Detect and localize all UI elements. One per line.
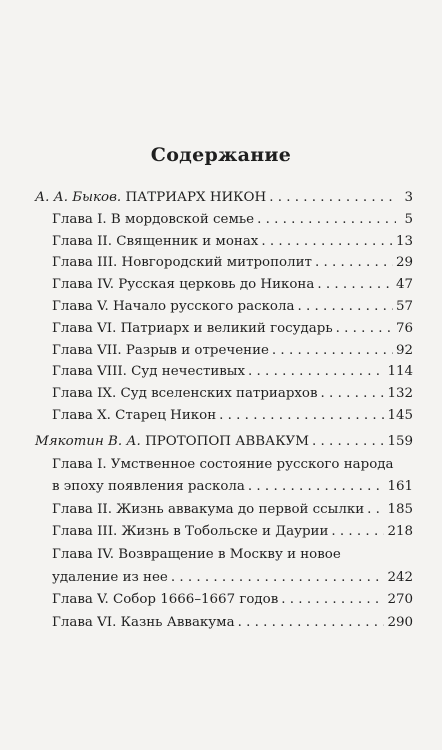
toc-entry (35, 499, 413, 522)
leader-dots (321, 383, 385, 405)
toc-entry (35, 340, 413, 362)
chapter-title: Глава VI. Казнь Аввакума (52, 614, 235, 630)
toc-entry (35, 567, 413, 590)
toc-heading: ПАТРИАРХ НИКОН (125, 190, 267, 205)
chapter-title: Глава VII. Разрыв и отречение (52, 342, 269, 358)
toc-entry (35, 476, 413, 499)
leader-dots (248, 476, 385, 499)
leader-dots (248, 361, 384, 383)
chapter-title: Глава V. Собор 1666–1667 годов (52, 592, 279, 608)
page-number: 242 (387, 569, 413, 585)
leader-dots (269, 187, 396, 209)
toc-entry (35, 612, 413, 635)
page-title: Содержание (150, 144, 292, 166)
toc-author: Мякотин В. А. (35, 434, 141, 449)
toc-heading: ПРОТОПОП АВВАКУМ (145, 434, 309, 449)
page-number: 114 (387, 364, 413, 380)
toc-section-heading (35, 187, 413, 209)
toc-section-nikon (35, 187, 413, 427)
chapter-title: Глава II. Священник и монах (52, 233, 259, 249)
toc-entry (35, 405, 413, 427)
chapter-title: Глава II. Жизнь аввакума до первой ссылки (52, 501, 365, 517)
toc-entry (35, 589, 413, 612)
toc-entry (35, 274, 413, 296)
leader-dots (331, 521, 384, 544)
leader-dots (238, 612, 385, 635)
page-number: 132 (387, 386, 413, 402)
leader-dots (261, 231, 393, 253)
toc-entry (35, 231, 413, 253)
page-number: 5 (404, 211, 413, 227)
chapter-title: Глава IV. Возвращение в Москву и новое (52, 546, 341, 562)
page-number: 161 (387, 479, 413, 495)
chapter-title: Глава V. Начало русского раскола (52, 298, 295, 314)
page-number: 218 (387, 524, 413, 540)
leader-dots (171, 567, 385, 590)
chapter-title: Глава III. Жизнь в Тобольске и Даурии (52, 524, 329, 540)
toc-entry (35, 383, 413, 405)
chapter-title: Глава IV. Русская церковь до Никона (52, 277, 315, 293)
page-number: 3 (404, 190, 413, 205)
leader-dots (272, 340, 393, 362)
chapter-title: Глава IX. Суд вселенских патриархов (52, 386, 318, 402)
chapter-title: Глава III. Новгородский митрополит (52, 255, 312, 271)
toc-entry (35, 318, 413, 340)
page-number: 57 (395, 298, 413, 314)
chapter-title: Глава VIII. Суд нечестивых (52, 364, 246, 380)
leader-dots (257, 209, 396, 231)
chapter-title: Глава I. В мордовской семье (52, 211, 255, 227)
toc-entry-line (35, 544, 413, 567)
page-number: 159 (387, 434, 413, 449)
toc-entry (35, 361, 413, 383)
page-number: 76 (395, 320, 413, 336)
leader-dots (336, 318, 393, 340)
toc-entry (35, 521, 413, 544)
leader-dots (317, 274, 393, 296)
toc-entry (35, 252, 413, 274)
page-number: 47 (395, 277, 413, 293)
page-number: 185 (387, 501, 413, 517)
chapter-title: Глава X. Старец Никон (52, 407, 217, 423)
chapter-title: Глава VI. Патриарх и великий государь (52, 320, 333, 336)
page-number: 290 (387, 614, 413, 630)
page-number: 13 (395, 233, 413, 249)
leader-dots (281, 589, 384, 612)
page-number: 270 (387, 592, 413, 608)
leader-dots (298, 296, 393, 318)
page-number: 92 (395, 342, 413, 358)
toc-section-avvakum (35, 431, 413, 634)
toc-entry (35, 209, 413, 231)
leader-dots (367, 499, 384, 522)
chapter-title: Глава I. Умственное состояние русского народа (52, 456, 394, 472)
chapter-title-continued: в эпоху появления раскола (52, 479, 245, 495)
leader-dots (219, 405, 384, 427)
page-number: 29 (395, 255, 413, 271)
leader-dots (315, 252, 393, 274)
toc-author: А. А. Быков. (35, 190, 122, 205)
toc-entry-line (35, 454, 413, 477)
leader-dots (312, 431, 384, 454)
toc-section-heading (35, 431, 413, 454)
page-number: 145 (387, 407, 413, 423)
toc-entry (35, 296, 413, 318)
chapter-title-continued: удаление из нее (52, 569, 168, 585)
